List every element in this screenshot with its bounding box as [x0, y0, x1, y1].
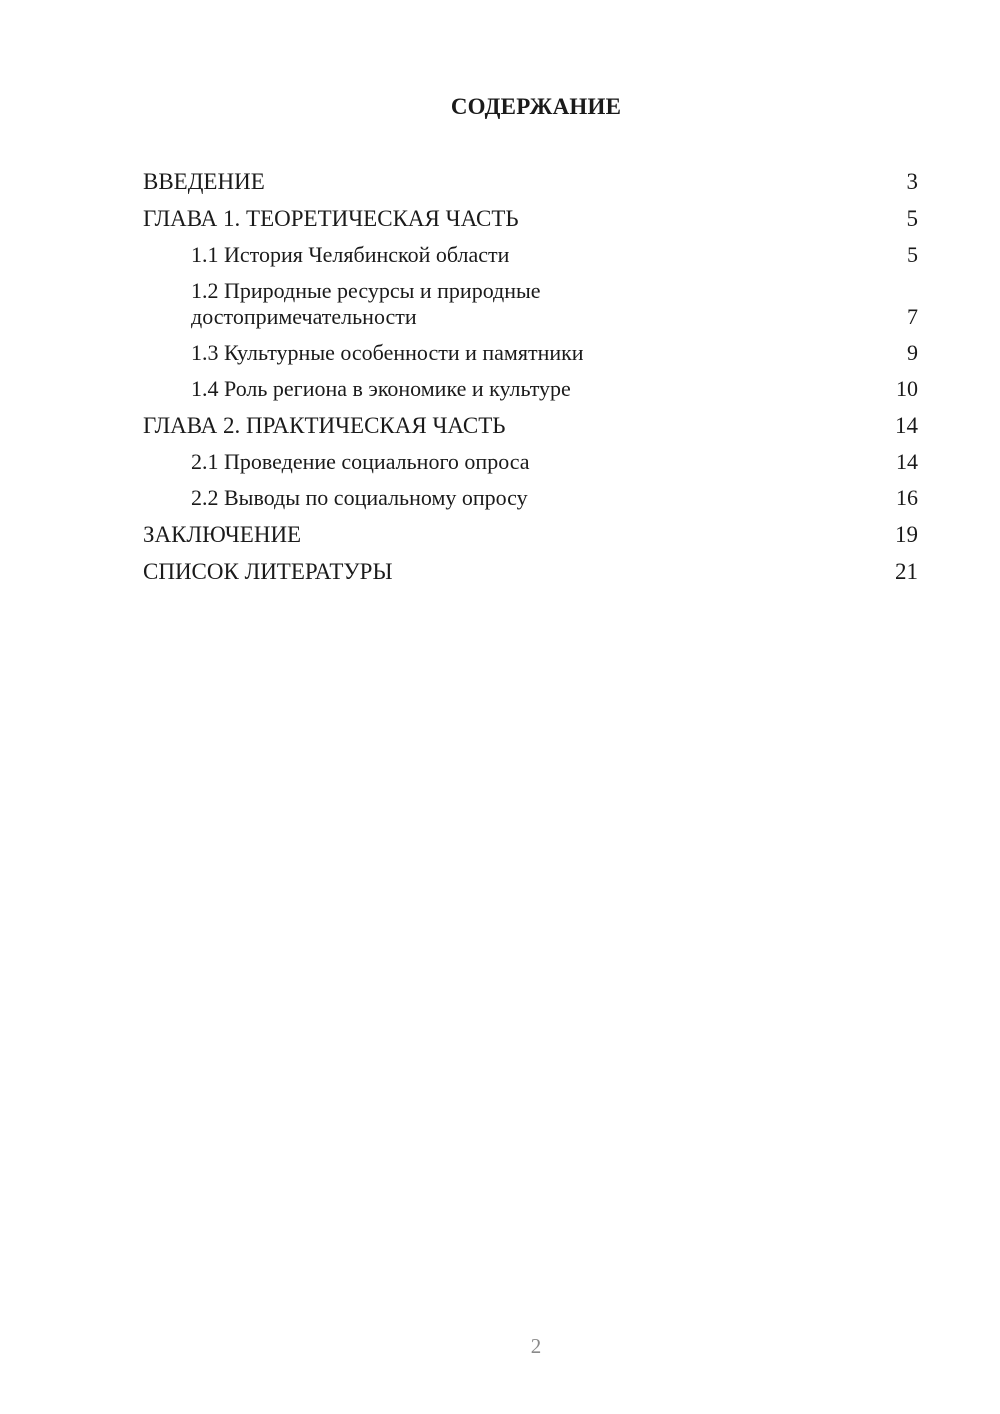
toc-entry-label: ГЛАВА 2. ПРАКТИЧЕСКАЯ ЧАСТЬ [143, 413, 506, 438]
toc-entry-introduction[interactable] [143, 168, 918, 195]
toc-entry-label: 2.2 Выводы по социальному опросу [191, 485, 528, 510]
toc-entry-label: 1.2 Природные ресурсы и природные достопримечательности [191, 278, 541, 329]
toc-entry-label: 2.1 Проведение социального опроса [191, 449, 530, 474]
toc-entry-section-1-2[interactable] [143, 278, 918, 330]
toc-entry-label: 1.3 Культурные особенности и памятники [191, 340, 584, 365]
toc-entry-section-1-1[interactable] [143, 242, 918, 268]
toc-entry-page: 14 [895, 413, 918, 438]
toc-entry-label: СПИСОК ЛИТЕРАТУРЫ [143, 559, 393, 584]
toc-entry-label: ГЛАВА 1. ТЕОРЕТИЧЕСКАЯ ЧАСТЬ [143, 206, 519, 231]
toc-entry-label: 1.1 История Челябинской области [191, 242, 510, 267]
toc-entry-conclusion[interactable] [143, 521, 918, 548]
toc-entry-page: 19 [895, 522, 918, 547]
toc-entry-chapter-2[interactable] [143, 412, 918, 439]
toc-entry-bibliography[interactable] [143, 558, 918, 585]
table-of-contents [143, 168, 918, 595]
toc-entry-page: 5 [907, 242, 918, 267]
toc-entry-label: ВВЕДЕНИЕ [143, 169, 265, 194]
toc-entry-section-1-4[interactable] [143, 376, 918, 402]
toc-title: СОДЕРЖАНИЕ [450, 94, 622, 119]
toc-entry-section-2-2[interactable] [143, 485, 918, 511]
toc-entry-page: 21 [895, 559, 918, 584]
toc-entry-label: 1.4 Роль региона в экономике и культуре [191, 376, 571, 401]
toc-entry-page: 5 [906, 206, 918, 231]
toc-entry-section-2-1[interactable] [143, 449, 918, 475]
toc-entry-page: 16 [896, 485, 918, 510]
toc-entry-page: 10 [896, 376, 918, 401]
toc-entry-section-1-3[interactable] [143, 340, 918, 366]
toc-entry-page: 3 [906, 169, 918, 194]
toc-entry-label: ЗАКЛЮЧЕНИЕ [143, 522, 302, 547]
toc-entry-page: 14 [896, 449, 918, 474]
toc-entry-page: 7 [907, 304, 918, 329]
page-number: 2 [530, 1334, 542, 1358]
toc-entry-page: 9 [907, 340, 918, 365]
toc-entry-chapter-1[interactable] [143, 205, 918, 232]
